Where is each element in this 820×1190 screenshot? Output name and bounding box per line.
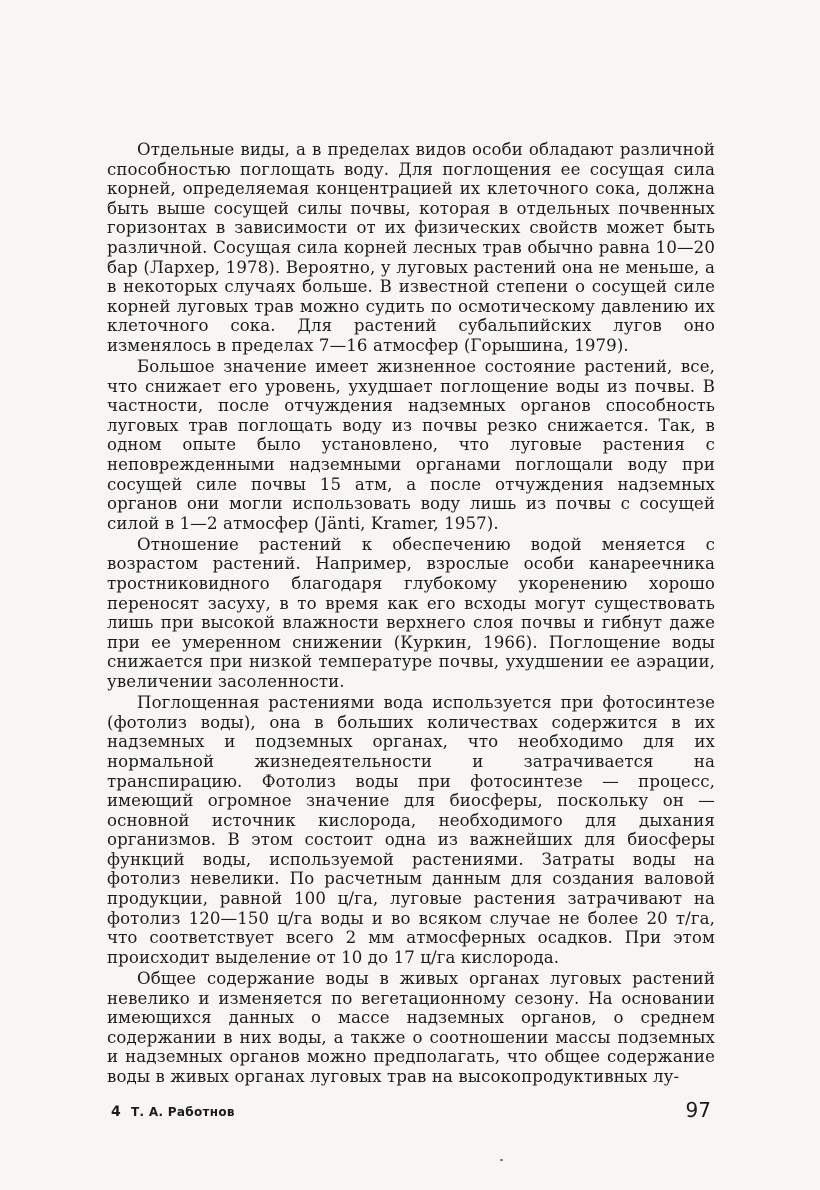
page-number: 97 — [685, 1098, 711, 1122]
page-footer — [107, 1098, 715, 1128]
body-text — [107, 140, 715, 1088]
print-speck — [500, 1159, 503, 1161]
signature-number: 4 — [111, 1104, 122, 1120]
paragraph: Большое значение имеет жизненное состояние растений, все, что снижает его уровень, ухудшает поглощение воды из почвы. В частности, после отчуждения надземных органов способность луговых трав поглощать воду из почвы резко снижается. Так, в одном опыте было установлено, что луговые растения с неповрежденными надземными органами поглощали воду при сосущей силе почвы 15 атм, а после отчуждения надземных органов они могли использовать воду лишь из почвы с сосущей силой в 1—2 атмосфер (Jänti, Kramer, 1957). — [107, 357, 715, 533]
paragraph: Отдельные виды, а в пределах видов особи обладают различной способностью поглощать воду. Для поглощения ее сосущая сила корней, определяемая концентрацией их клеточного сока, должна быть выше сосущей силы почвы, которая в отдельных почвенных горизонтах в зависимости от их физических свойств может быть различной. Сосущая сила корней лесных трав обычно равна 10—20 бар (Лархер, 1978). Вероятно, у луговых растений она не меньше, а в некоторых случаях больше. В известной степени о сосущей силе корней луговых трав можно судить по осмотическому давлению их клеточного сока. Для растений субальпийских лугов оно изменялось в пределах 7—16 атмосфер (Горышина, 1979). — [107, 140, 715, 355]
paragraph: Общее содержание воды в живых органах луговых растений невелико и изменяется по вегетационному сезону. На основании имеющихся данных о массе надземных органов, о среднем содержании в них воды, а также о соотношении массы подземных и надземных органов можно предполагать, что общее содержание воды в живых органах луговых трав на высокопродуктивных лу- — [107, 968, 715, 1086]
paragraph: Отношение растений к обеспечению водой меняется с возрастом растений. Например, взрослые особи канареечника тростниковидного благодаря глубокому укоренению хорошо переносят засуху, в то время как его всходы могут существовать лишь при высокой влажности верхнего слоя почвы и гибнут даже при ее умеренном снижении (Куркин, 1966). Поглощение воды снижается при низкой температуре почвы, ухудшении ее аэрации, увеличении засоленности. — [107, 534, 715, 692]
signature-author: Т. А. Работнов — [131, 1105, 235, 1119]
printer-signature — [111, 1104, 235, 1120]
paragraph: Поглощенная растениями вода используется при фотосинтезе (фотолиз воды), она в больших количествах содержится в их надземных и подземных органах, что необходимо для их нормальной жизнедеятельности и затрачивается на транспирацию. Фотолиз воды при фотосинтезе — процесс, имеющий огромное значение для биосферы, поскольку он — основной источник кислорода, необходимого для дыхания организмов. В этом состоит одна из важнейших для биосферы функций воды, используемой растениями. Затраты воды на фотолиз невелики. По расчетным данным для создания валовой продукции, равной 100 ц/га, луговые растения затрачивают на фотолиз 120—150 ц/га воды и во всяком случае не более 20 т/га, что соответствует всего 2 мм атмосферных осадков. При этом происходит выделение от 10 до 17 ц/га кислорода. — [107, 693, 715, 967]
